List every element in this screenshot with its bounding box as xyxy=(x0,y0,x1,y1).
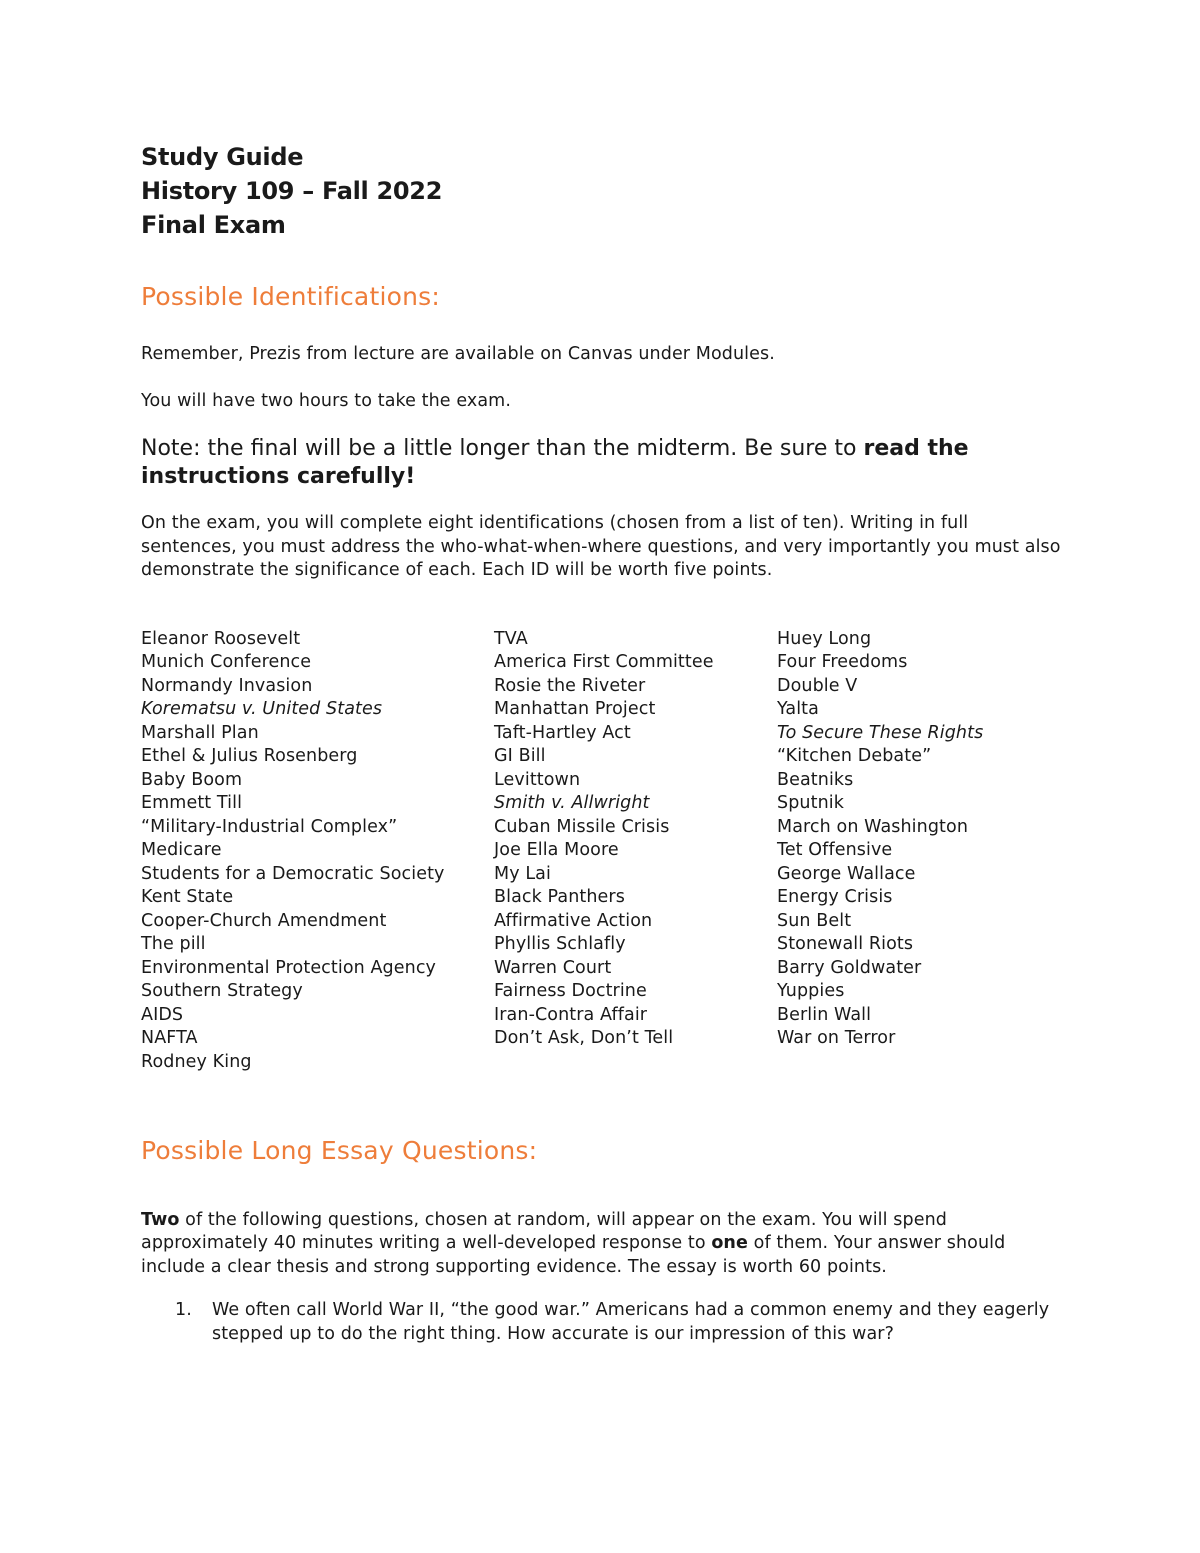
id-term: Energy Crisis xyxy=(777,887,893,907)
id-term: Joe Ella Moore xyxy=(494,840,619,860)
id-term: Students for a Democratic Society xyxy=(141,863,445,884)
id-term: Yuppies xyxy=(777,981,845,1001)
essay-instructions xyxy=(141,1209,1061,1280)
essay-intro-text-end: of them. Your answer should include a clear thesis and strong supporting evidence. The essay is worth 60 points. xyxy=(141,1233,1006,1277)
id-term: Stonewall Riots xyxy=(777,934,914,954)
final-note xyxy=(141,435,1061,491)
id-instructions: On the exam, you will complete eight identifications (chosen from a list of ten). Writing in full sentences, you must address the who-what-when-where questions, and very importantly you must also demonstrate the significance of each. Each ID will be worth five points. xyxy=(141,513,1061,580)
id-term: Medicare xyxy=(141,840,222,860)
id-column-2 xyxy=(494,628,714,1051)
essay-count-emphasis: Two xyxy=(141,1209,180,1230)
id-term: Affirmative Action xyxy=(494,910,653,931)
id-term: TVA xyxy=(494,628,528,649)
id-term: GI Bill xyxy=(494,746,546,766)
essay-question-list xyxy=(141,1299,1061,1346)
title-study-guide: Study Guide xyxy=(141,143,304,171)
id-term: Ethel & Julius Rosenberg xyxy=(141,746,358,766)
id-term: Environmental Protection Agency xyxy=(141,957,437,978)
id-term: Munich Conference xyxy=(141,652,312,672)
title-course: History 109 – Fall 2022 xyxy=(141,177,443,205)
id-term: Marshall Plan xyxy=(141,722,259,743)
essay-one-emphasis: one xyxy=(711,1233,748,1253)
id-term: America First Committee xyxy=(494,652,714,672)
id-term: Manhattan Project xyxy=(494,699,656,719)
id-term: Smith v. Allwright xyxy=(494,793,650,813)
id-term: George Wallace xyxy=(777,863,916,884)
note-emphasis: read the instructions carefully! xyxy=(141,436,969,489)
id-term: Warren Court xyxy=(494,957,612,978)
id-term: Korematsu v. United States xyxy=(141,699,383,719)
exam-duration: You will have two hours to take the exam. xyxy=(141,390,511,411)
essay-intro-text: of the following questions, chosen at random, will appear on the exam. You will spend approximately 40 minutes writing a well-developed response to xyxy=(141,1209,947,1253)
question-number: 1. xyxy=(175,1300,192,1320)
id-term: Cooper-Church Amendment xyxy=(141,910,387,931)
id-column-3 xyxy=(777,628,983,1051)
essay-question xyxy=(141,1299,1061,1346)
id-column-1 xyxy=(141,628,445,1075)
id-term: AIDS xyxy=(141,1004,184,1025)
id-term: “Military-Industrial Complex” xyxy=(141,816,398,837)
id-term: Eleanor Roosevelt xyxy=(141,628,301,649)
id-term: Kent State xyxy=(141,887,234,907)
id-term: Iran-Contra Affair xyxy=(494,1004,648,1025)
id-term: Don’t Ask, Don’t Tell xyxy=(494,1028,674,1048)
id-term: Sun Belt xyxy=(777,910,852,931)
question-text: We often call World War II, “the good war.” Americans had a common enemy and they eagerly stepped up to do the right thing. How accurate is our impression of this war? xyxy=(212,1300,1050,1344)
id-term: Rodney King xyxy=(141,1051,252,1072)
id-term: War on Terror xyxy=(777,1028,896,1048)
id-term: Cuban Missile Crisis xyxy=(494,816,670,837)
id-term: Tet Offensive xyxy=(777,840,893,860)
title-exam: Final Exam xyxy=(141,211,286,239)
document-page xyxy=(141,140,1061,1346)
id-term: Rosie the Riveter xyxy=(494,675,646,696)
id-term: March on Washington xyxy=(777,816,969,837)
id-term: “Kitchen Debate” xyxy=(777,746,932,766)
id-term: My Lai xyxy=(494,863,551,884)
id-term: Southern Strategy xyxy=(141,981,303,1001)
id-term: Sputnik xyxy=(777,793,844,813)
note-text: Note: the final will be a little longer than the midterm. Be sure to xyxy=(141,436,864,461)
id-term: The pill xyxy=(141,934,206,954)
document-title xyxy=(141,140,1061,242)
id-term: Double V xyxy=(777,675,858,696)
id-term: To Secure These Rights xyxy=(777,722,984,743)
id-term: Beatniks xyxy=(777,769,854,790)
id-term: Yalta xyxy=(777,699,819,719)
id-term: Four Freedoms xyxy=(777,652,908,672)
id-term: Normandy Invasion xyxy=(141,675,313,696)
id-term: Phyllis Schlafly xyxy=(494,934,626,954)
id-term: NAFTA xyxy=(141,1028,198,1048)
id-term: Emmett Till xyxy=(141,793,243,813)
id-term: Black Panthers xyxy=(494,887,625,907)
essays-heading: Possible Long Essay Questions: xyxy=(141,1135,538,1165)
id-term: Huey Long xyxy=(777,628,872,649)
id-term: Baby Boom xyxy=(141,769,243,790)
id-term: Berlin Wall xyxy=(777,1004,872,1025)
id-term: Levittown xyxy=(494,769,581,790)
prezi-reminder: Remember, Prezis from lecture are available on Canvas under Modules. xyxy=(141,344,775,364)
id-term-list xyxy=(141,628,1061,1078)
identifications-heading: Possible Identifications: xyxy=(141,282,440,311)
id-term: Barry Goldwater xyxy=(777,957,922,978)
id-term: Taft-Hartley Act xyxy=(494,722,631,743)
id-term: Fairness Doctrine xyxy=(494,981,647,1001)
